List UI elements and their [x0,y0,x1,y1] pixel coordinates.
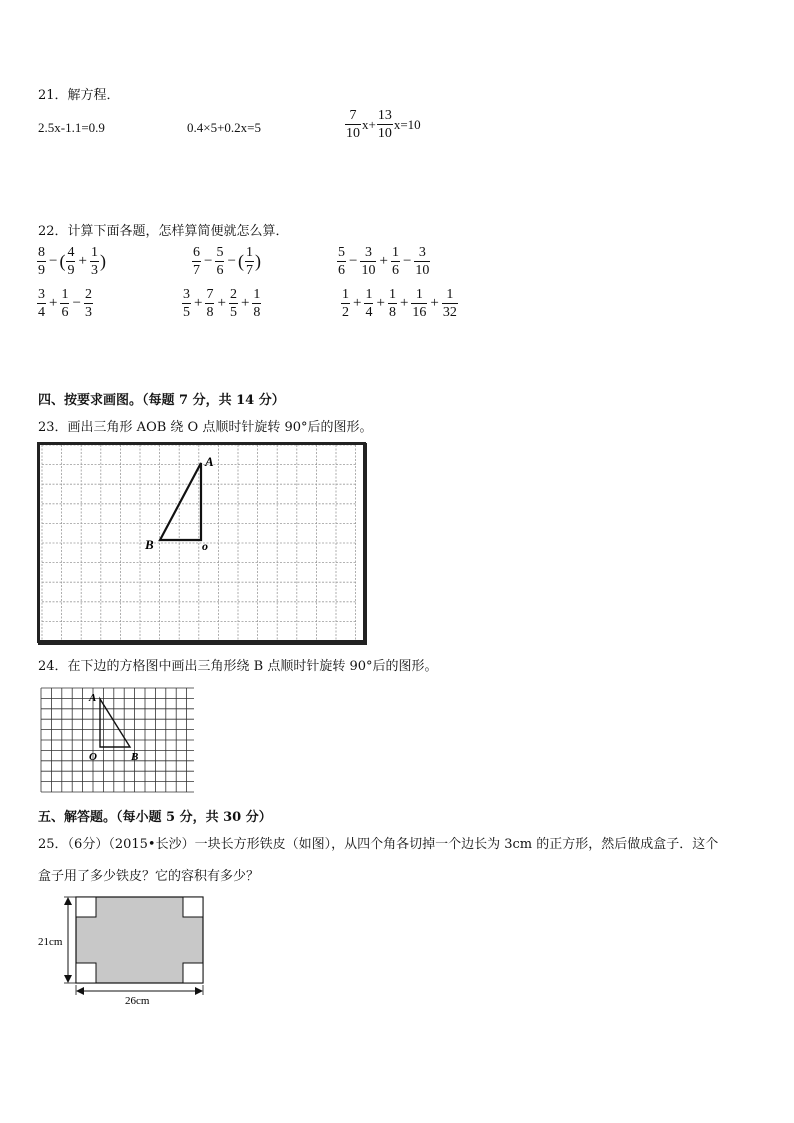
corner-cut-bottom-left [76,963,96,983]
corner-cut-top-right [183,897,203,917]
q24-grid-figure [39,686,194,796]
fraction: $\frac{5}{6}$ [216,245,224,278]
fraction: $\frac{13}{10}$ [377,108,392,141]
q21-equation-2: 0.4×5+0.2x=5 [187,120,261,135]
triangle-aob [160,463,201,540]
fraction: $\frac{2}{3}$ [84,287,92,320]
eq3-mid: x+ [362,116,376,132]
q22-expression-4: $\frac{3}{4}$ + $\frac{1}{6}$ − $\frac{2}{3}$ [38,287,92,320]
section-4-heading: 四、按要求画图。（每题 7 分，共 14 分） [38,393,285,408]
fraction: $\frac{3}{4}$ [38,287,45,320]
label-b: B [145,537,154,552]
q22-expression-5: $\frac{3}{5}$ + $\frac{7}{8}$ + $\frac{2}{5}$ + $\frac{1}{8}$ [183,287,261,320]
q21-equation-3 [344,107,421,142]
q23-text: 23．画出三角形 AOB 绕 O 点顺时针旋转 90°后的图形。 [38,420,373,435]
fraction: $\frac{3}{10}$ [361,245,376,278]
q25-sheet-figure [36,893,211,1008]
fraction: $\frac{1}{6}$ [61,287,69,320]
grid-lines [41,688,194,792]
q22-expression-2: $\frac{6}{7}$ − $\frac{5}{6}$ − ( $\frac{1}{7}$ ) [193,245,261,278]
fraction: $\frac{1}{32}$ [442,287,457,320]
fraction: $\frac{2}{5}$ [229,287,237,320]
q22-expression-6: $\frac{1}{2}$ + $\frac{1}{4}$ + $\frac{1}{8}$ + $\frac{1}{16}$ + $\frac{1}{32}$ [342,287,457,320]
fraction: $\frac{6}{7}$ [193,245,200,278]
eq3-tail: x=10 [393,116,421,132]
fraction: $\frac{4}{9}$ [67,245,75,278]
fraction: $\frac{1}{3}$ [90,245,98,278]
fraction: $\frac{7}{10}$ [346,108,360,141]
label-o: O [89,751,97,763]
label-b: B [131,751,139,763]
label-o: o [202,539,208,553]
fraction: $\frac{5}{6}$ [338,245,345,278]
q25-line-2: 盒子用了多少铁皮？它的容积有多少？ [38,869,260,884]
q25-line-1: 25．（6分）（2015•长沙）一块长方形铁皮（如图），从四个角各切掉一个边长为 3cm 的正方形，然后做成盒子．这个 [38,837,719,852]
height-label: 21cm [38,936,63,948]
label-a: A [89,692,97,704]
fraction: $\frac{1}{2}$ [342,287,349,320]
q22-expression-1: $\frac{8}{9}$ − ( $\frac{4}{9}$ + $\frac{1}{3}$ ) [38,245,106,278]
q23-grid-figure [37,442,368,646]
label-a: A [205,454,214,469]
corner-cut-bottom-right [183,963,203,983]
q22-title: 22．计算下面各题，怎样算简便就怎么算． [38,224,289,239]
width-label: 26cm [125,995,150,1007]
fraction: $\frac{1}{16}$ [412,287,427,320]
grid-lines [42,445,356,641]
fraction: $\frac{8}{9}$ [38,245,45,278]
section-5-heading: 五、解答题。（每小题 5 分，共 30 分） [38,810,272,825]
q21-equation-1: 2.5x-1.1=0.9 [38,120,105,135]
q21-title: 21．解方程． [38,88,120,103]
fraction: $\frac{7}{8}$ [206,287,214,320]
fraction: $\frac{3}{10}$ [415,245,430,278]
fraction: $\frac{1}{4}$ [365,287,373,320]
corner-cut-top-left [76,897,96,917]
q22-expression-3: $\frac{5}{6}$ − $\frac{3}{10}$ + $\frac{1}{6}$ − $\frac{3}{10}$ [338,245,430,278]
fraction: $\frac{1}{8}$ [253,287,261,320]
fraction: $\frac{3}{5}$ [183,287,190,320]
fraction: $\frac{1}{8}$ [388,287,396,320]
fraction: $\frac{1}{7}$ [245,245,253,278]
fraction: $\frac{1}{6}$ [391,245,399,278]
q24-text: 24．在下边的方格图中画出三角形绕 B 点顺时针旋转 90°后的图形。 [38,659,438,674]
